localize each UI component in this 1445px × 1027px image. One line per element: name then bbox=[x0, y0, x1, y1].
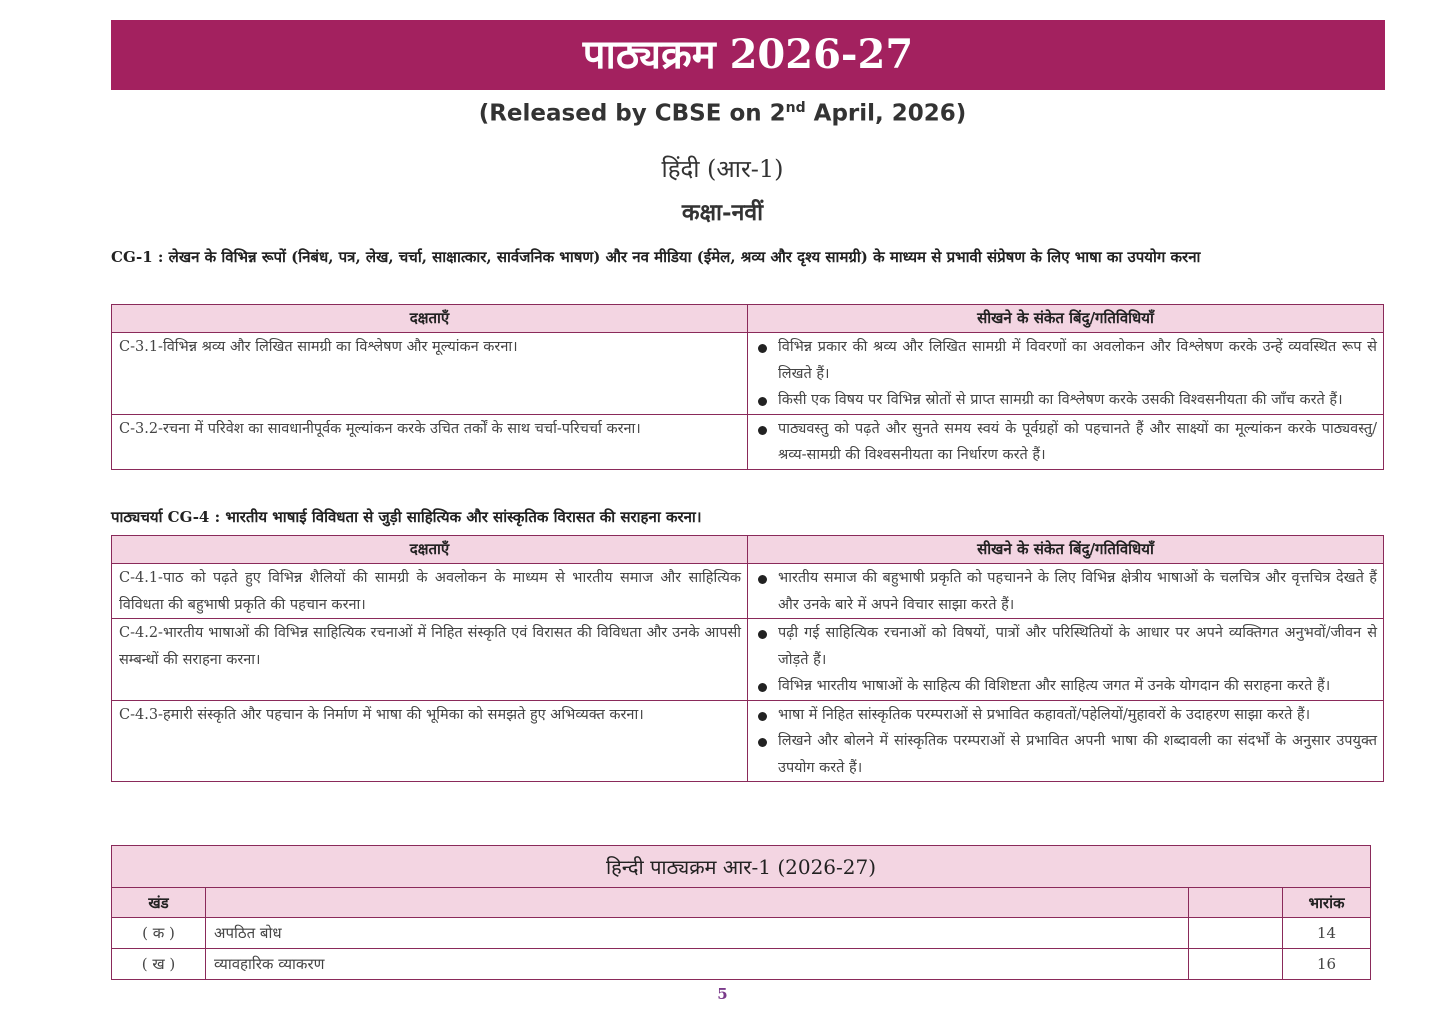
competency-cell: C-4.2-भारतीय भाषाओं की विभिन्न साहित्यिक रचनाओं में निहित संस्कृति एवं विरासत की विविधता और उनके आपसी सम्बन्धों की सराहना करना। bbox=[112, 619, 748, 701]
list-item: भारतीय समाज की बहुभाषी प्रकृति को पहचानने के लिए विभिन्न क्षेत्रीय भाषाओं के चलचित्र और वृत्तचित्र देखते हैं और उनके बारे में अपने विचार साझा करते हैं। bbox=[755, 565, 1377, 618]
table-row bbox=[112, 918, 1371, 949]
topic-cell: व्यावहारिक व्याकरण bbox=[206, 949, 1189, 980]
competency-header: दक्षताएँ bbox=[112, 536, 748, 564]
list-item: विभिन्न भारतीय भाषाओं के साहित्य की विशिष्टता और साहित्य जगत में उनके योगदान की सराहना करते हैं। bbox=[755, 673, 1377, 700]
topic-cell: अपठित बोध bbox=[206, 918, 1189, 949]
table-row bbox=[112, 700, 1384, 782]
competency-cell: C-4.3-हमारी संस्कृति और पहचान के निर्माण में भाषा की भूमिका को समझते हुए अभिव्यक्त करना। bbox=[112, 700, 748, 782]
learning-points-cell bbox=[748, 700, 1384, 782]
competency-cell: C-3.1-विभिन्न श्रव्य और लिखित सामग्री का विश्लेषण और मूल्यांकन करना। bbox=[112, 333, 748, 415]
table-row bbox=[112, 333, 1384, 415]
learning-points-cell bbox=[748, 414, 1384, 469]
list-item: लिखने और बोलने में सांस्कृतिक परम्पराओं से प्रभावित अपनी भाषा की शब्दावली का संदर्भों के अनुसार उपयुक्त उपयोग करते हैं। bbox=[755, 728, 1377, 781]
list-item: पढ़ी गई साहित्यिक रचनाओं को विषयों, पात्रों और परिस्थितियों के आधार पर अपने व्यक्तिगत अनुभवों/जीवन से जोड़ते हैं। bbox=[755, 620, 1377, 673]
syllabus-title: हिन्दी पाठ्यक्रम आर-1 (2026-27) bbox=[112, 846, 1371, 888]
blank-cell bbox=[1189, 918, 1283, 949]
list-item: विभिन्न प्रकार की श्रव्य और लिखित सामग्री में विवरणों का अवलोकन और विश्लेषण करके उन्हें व्यवस्थित रूप से लिखते हैं। bbox=[755, 334, 1377, 387]
learning-points-header: सीखने के संकेत बिंदु/गतिविधियाँ bbox=[748, 536, 1384, 564]
class-title: कक्षा-नवीं bbox=[681, 199, 764, 226]
table-row bbox=[112, 619, 1384, 701]
cg4-heading: पाठ्यचर्या CG-4 : भारतीय भाषाई विविधता से जुड़ी साहित्यिक और सांस्कृतिक विरासत की सराहना करना। bbox=[111, 508, 702, 526]
topic-header bbox=[206, 888, 1189, 918]
syllabus-table bbox=[111, 845, 1371, 980]
section-cell: ( क ) bbox=[112, 918, 206, 949]
learning-points-cell bbox=[748, 564, 1384, 619]
page-number: 5 bbox=[717, 985, 728, 1003]
section-cell: ( ख ) bbox=[112, 949, 206, 980]
learning-points-cell bbox=[748, 619, 1384, 701]
learning-points-header: सीखने के संकेत बिंदु/गतिविधियाँ bbox=[748, 305, 1384, 333]
blank-header bbox=[1189, 888, 1283, 918]
cg4-table bbox=[111, 535, 1384, 782]
competency-cell: C-4.1-पाठ को पढ़ते हुए विभिन्न शैलियों की सामग्री के अवलोकन के माध्यम से भारतीय समाज और साहित्यिक विविधता की बहुभाषी प्रकृति की पहचान करना। bbox=[112, 564, 748, 619]
marks-header: भारांक bbox=[1283, 888, 1371, 918]
release-note: (Released by CBSE on 2nd April, 2026) bbox=[478, 100, 967, 127]
subject-title: हिंदी (आर-1) bbox=[661, 155, 784, 183]
table-row bbox=[112, 564, 1384, 619]
list-item: भाषा में निहित सांस्कृतिक परम्पराओं से प्रभावित कहावतों/पहेलियों/मुहावरों के उदाहरण साझा करते हैं। bbox=[755, 702, 1377, 729]
cg1-table bbox=[111, 304, 1384, 470]
learning-points-cell bbox=[748, 333, 1384, 415]
list-item: किसी एक विषय पर विभिन्न स्रोतों से प्राप्त सामग्री का विश्लेषण करके उसकी विश्वसनीयता की जाँच करते हैं। bbox=[755, 387, 1377, 414]
blank-cell bbox=[1189, 949, 1283, 980]
marks-cell: 14 bbox=[1283, 918, 1371, 949]
table-row bbox=[112, 949, 1371, 980]
cg1-heading: CG-1 : लेखन के विभिन्न रूपों (निबंध, पत्र, लेख, चर्चा, साक्षात्कार, सार्वजनिक भाषण) और नव मीडिया (ईमेल, श्रव्य और दृश्य सामग्री) के माध्यम से प्रभावी संप्रेषण के लिए भाषा का उपयोग करना bbox=[111, 248, 1201, 266]
banner-title: पाठ्यक्रम 2026-27 bbox=[111, 20, 1385, 90]
marks-cell: 16 bbox=[1283, 949, 1371, 980]
competency-header: दक्षताएँ bbox=[112, 305, 748, 333]
list-item: पाठ्यवस्तु को पढ़ते और सुनते समय स्वयं के पूर्वग्रहों को पहचानते हैं और साक्ष्यों का मूल्यांकन करके पाठ्यवस्तु/श्रव्य-सामग्री की विश्वसनीयता का निर्धारण करते हैं। bbox=[755, 416, 1377, 469]
section-header: खंड bbox=[112, 888, 206, 918]
competency-cell: C-3.2-रचना में परिवेश का सावधानीपूर्वक मूल्यांकन करके उचित तर्कों के साथ चर्चा-परिचर्चा करना। bbox=[112, 414, 748, 469]
table-row bbox=[112, 414, 1384, 469]
